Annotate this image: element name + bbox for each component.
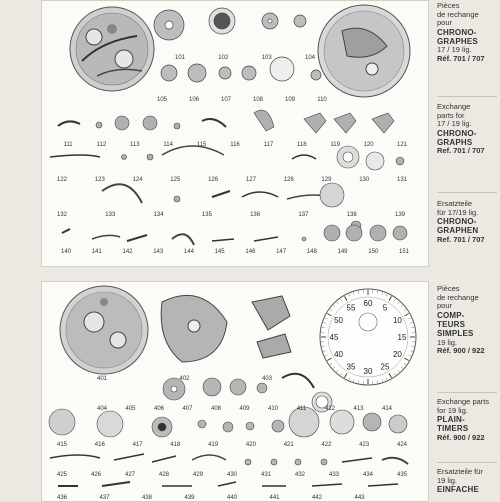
- chronograph-movement: [70, 7, 154, 91]
- part-number: 431: [261, 472, 272, 478]
- part-number: 147: [276, 249, 287, 255]
- part-number: 127: [246, 177, 257, 183]
- part-number: 111: [63, 142, 73, 148]
- part-number: 434: [363, 472, 374, 478]
- dial-numeral: 45: [330, 333, 339, 342]
- part-number: 151: [399, 249, 410, 255]
- part-number: 130: [359, 177, 370, 183]
- part-number: 433: [329, 472, 340, 478]
- part-number: 421: [284, 442, 295, 448]
- part-number: 140: [61, 249, 72, 255]
- part-number: 417: [133, 442, 144, 448]
- part-number: 406: [154, 406, 165, 412]
- part-number: 416: [95, 442, 106, 448]
- plain-timer-parts-illustration: [42, 282, 428, 501]
- part-number: 125: [170, 177, 181, 183]
- part-number: 440: [227, 495, 238, 501]
- part-number: 441: [269, 495, 280, 501]
- part-number: 405: [125, 406, 136, 412]
- part-number: 145: [215, 249, 226, 255]
- part-number: 119: [330, 142, 340, 148]
- part-number: 419: [208, 442, 219, 448]
- part-number: 439: [184, 495, 195, 501]
- part-number: 407: [182, 406, 193, 412]
- part-number: 109: [285, 97, 296, 103]
- part-number: 148: [307, 249, 318, 255]
- part-number: 102: [218, 55, 229, 61]
- part-number: 108: [253, 97, 264, 103]
- part-number: 418: [170, 442, 181, 448]
- part-number: 107: [221, 97, 232, 103]
- part-number: 139: [395, 212, 406, 218]
- stopwatch-dial: [320, 289, 416, 385]
- part-number: 415: [57, 442, 68, 448]
- part-number: 103: [262, 55, 273, 61]
- dial-numeral: 15: [398, 333, 407, 342]
- timer-movement: [60, 286, 148, 374]
- part-number: 414: [382, 406, 393, 412]
- part-number: 412: [325, 406, 336, 412]
- part-number: 118: [297, 142, 307, 148]
- part-number: 115: [197, 142, 207, 148]
- chronograph-label-en: Exchange parts for 17 / 19 lig. CHRONO- GRAPHS Ref. 701 / 707: [437, 103, 497, 156]
- dial-numeral: 25: [381, 362, 390, 371]
- part-number: 141: [92, 249, 103, 255]
- part-number: 134: [154, 212, 165, 218]
- part-number: 106: [189, 97, 200, 103]
- timer-bridge: [161, 295, 291, 362]
- part-number: 120: [364, 142, 375, 148]
- part-number: 138: [347, 212, 358, 218]
- part-number: 132: [57, 212, 68, 218]
- chronograph-label-fr: Pièces de rechange pour CHRONO- GRAPHES 17 / 19 lig. Réf. 701 / 707: [437, 2, 497, 64]
- part-number: 133: [105, 212, 116, 218]
- part-number: 117: [264, 142, 274, 148]
- part-number: 136: [250, 212, 261, 218]
- part-number: 105: [157, 97, 168, 103]
- part-number: 401: [97, 376, 108, 382]
- part-number: 124: [133, 177, 144, 183]
- part-number: 113: [130, 142, 140, 148]
- dial-numeral: 55: [347, 304, 356, 313]
- part-number: 408: [211, 406, 222, 412]
- dial-numeral: 10: [393, 316, 402, 325]
- plain-timer-parts-plate: [41, 281, 429, 502]
- part-number: 426: [91, 472, 102, 478]
- part-number: 430: [227, 472, 238, 478]
- part-number: 442: [312, 495, 323, 501]
- part-number: 438: [142, 495, 153, 501]
- part-number: 402: [179, 376, 190, 382]
- part-number: 436: [57, 495, 68, 501]
- part-number: 126: [208, 177, 219, 183]
- part-number: 409: [239, 406, 250, 412]
- part-number: 122: [57, 177, 68, 183]
- dial-numeral: 60: [364, 299, 373, 308]
- part-number: 427: [125, 472, 136, 478]
- chronograph-label-de: Ersatzteile für 17/19 lig. CHRONO- GRAPHEN Ref. 701 / 707: [437, 200, 497, 244]
- part-number: 432: [295, 472, 306, 478]
- part-number: 137: [298, 212, 309, 218]
- part-number: 420: [246, 442, 257, 448]
- top-row-wheels: [154, 8, 321, 82]
- part-number: 428: [159, 472, 170, 478]
- part-number: 149: [337, 249, 348, 255]
- timer-label-fr: Pièces de rechange pour COMP- TEURS SIMPLES 19 lig. Réf. 900 / 922: [437, 285, 497, 356]
- timer-label-en: Exchange parts for 19 lig. PLAIN- TIMERS Réf. 900 / 922: [437, 398, 497, 442]
- part-number: 150: [368, 249, 379, 255]
- part-number: 403: [262, 376, 273, 382]
- timer-small-parts: [49, 374, 408, 486]
- part-number: 121: [397, 142, 408, 148]
- part-number: 146: [245, 249, 256, 255]
- part-number: 429: [193, 472, 204, 478]
- part-number: 123: [95, 177, 106, 183]
- part-number: 116: [230, 142, 240, 148]
- part-number: 143: [153, 249, 164, 255]
- part-number: 422: [321, 442, 332, 448]
- dial-numeral: 20: [393, 350, 402, 359]
- part-number: 110: [317, 97, 327, 103]
- part-number: 423: [359, 442, 370, 448]
- part-number: 443: [354, 495, 365, 501]
- part-number: 425: [57, 472, 68, 478]
- dial-numeral: 5: [383, 304, 388, 313]
- chronograph-parts-plate: [41, 0, 429, 267]
- chronograph-baseplate: [318, 5, 410, 97]
- chronograph-parts-illustration: [42, 1, 428, 266]
- part-number: 144: [184, 249, 195, 255]
- part-number: 411: [297, 406, 307, 412]
- dial-numeral: 35: [347, 362, 356, 371]
- part-number: 104: [305, 55, 316, 61]
- part-number: 410: [268, 406, 279, 412]
- part-number: 424: [397, 442, 408, 448]
- part-number: 131: [397, 177, 408, 183]
- part-number: 142: [122, 249, 133, 255]
- part-number: 413: [353, 406, 364, 412]
- part-number: 437: [99, 495, 110, 501]
- dial-numeral: 30: [364, 367, 373, 376]
- part-number: 135: [202, 212, 213, 218]
- part-number: 112: [97, 142, 107, 148]
- part-number: 128: [284, 177, 295, 183]
- part-number: 129: [321, 177, 332, 183]
- dial-numeral: 50: [334, 316, 343, 325]
- dial-numeral: 40: [334, 350, 343, 359]
- part-number: 404: [97, 406, 108, 412]
- timer-label-de: Ersatzteile für 19 lig. EINFACHE: [437, 468, 497, 494]
- part-number: 114: [163, 142, 173, 148]
- part-number: 101: [175, 55, 186, 61]
- part-number: 435: [397, 472, 408, 478]
